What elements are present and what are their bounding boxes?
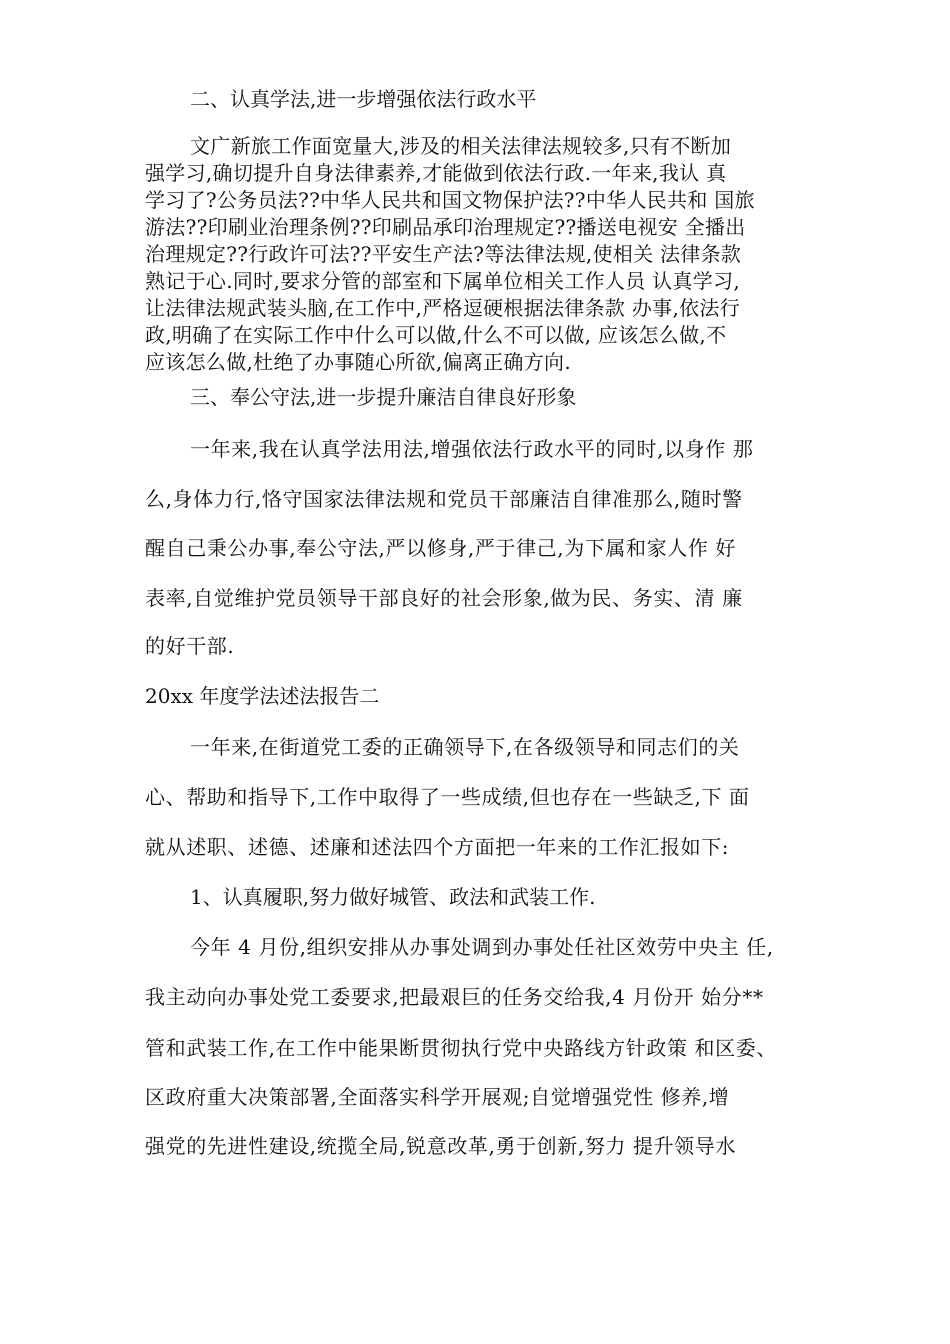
- section3-heading: 三、奉公守法,进一步提升廉洁自律良好形象: [190, 385, 577, 409]
- report2-title: 20xx 年度学法述法报告二: [145, 684, 380, 708]
- report2-intro-line-2: 心、帮助和指导下,工作中取得了一些成绩,但也存在一些缺乏,下 面: [145, 785, 750, 809]
- item1-line-5: 强党的先进性建设,统揽全局,锐意改革,勇于创新,努力 提升领导水: [145, 1134, 736, 1158]
- section2-line-8: 政,明确了在实际工作中什么可以做,什么不可以做, 应该怎么做,不: [145, 323, 727, 347]
- report2-intro-line-1: 一年来,在街道党工委的正确领导下,在各级领导和同志们的关: [190, 735, 740, 759]
- section3-line-1: 一年来,我在认真学法用法,增强依法行政水平的同时,以身作 那: [190, 437, 754, 461]
- section2-line-9: 应该怎么做,杜绝了办事随心所欲,偏离正确方向.: [145, 350, 571, 374]
- section2-line-5: 治理规定??行政许可法??平安生产法?等法律法规,使相关 法律条款: [145, 242, 742, 266]
- section3-line-4: 表率,自觉维护党员领导干部良好的社会形象,做为民、务实、清 廉: [145, 586, 743, 610]
- report2-intro-line-3: 就从述职、述德、述廉和述法四个方面把一年来的工作汇报如下:: [145, 835, 730, 859]
- section2-line-1: 文广新旅工作面宽量大,涉及的相关法律法规较多,只有不断加: [190, 134, 732, 158]
- section2-heading: 二、认真学法,进一步增强依法行政水平: [190, 87, 537, 111]
- section3-line-5: 的好干部.: [145, 634, 235, 658]
- item1-line-4: 区政府重大决策部署,全面落实科学开展观;自觉增强党性 修养,增: [145, 1085, 730, 1109]
- item1-line-1: 今年 4 月份,组织安排从办事处调到办事处任社区效劳中央主 任,: [190, 935, 774, 959]
- section2-line-6: 熟记于心.同时,要求分管的部室和下属单位相关工作人员 认真学习,: [145, 269, 741, 293]
- section2-line-2: 强学习,确切提升自身法律素养,才能做到依法行政.一年来,我认 真: [145, 161, 727, 185]
- section3-line-2: 么,身体力行,恪守国家法律法规和党员干部廉洁自律准那么,随时警: [145, 487, 743, 511]
- section2-line-4: 游法??印刷业治理条例??印刷品承印治理规定??播送电视安 全播出: [145, 215, 746, 239]
- item1-line-3: 管和武装工作,在工作中能果断贯彻执行党中央路线方针政策 和区委、: [145, 1036, 777, 1060]
- section3-line-3: 醒自己秉公办事,奉公守法,严以修身,严于律己,为下属和家人作 好: [145, 536, 736, 560]
- section2-line-7: 让法律法规武装头脑,在工作中,严格逗硬根据法律条款 办事,依法行: [145, 296, 741, 320]
- item1-line-2: 我主动向办事处党工委要求,把最艰巨的任务交给我,4 月份开 始分**: [145, 985, 764, 1009]
- section2-line-3: 学习了?公务员法??中华人民共和国文物保护法??中华人民共和 国旅: [145, 188, 755, 212]
- item1-heading: 1、认真履职,努力做好城管、政法和武装工作.: [190, 885, 596, 909]
